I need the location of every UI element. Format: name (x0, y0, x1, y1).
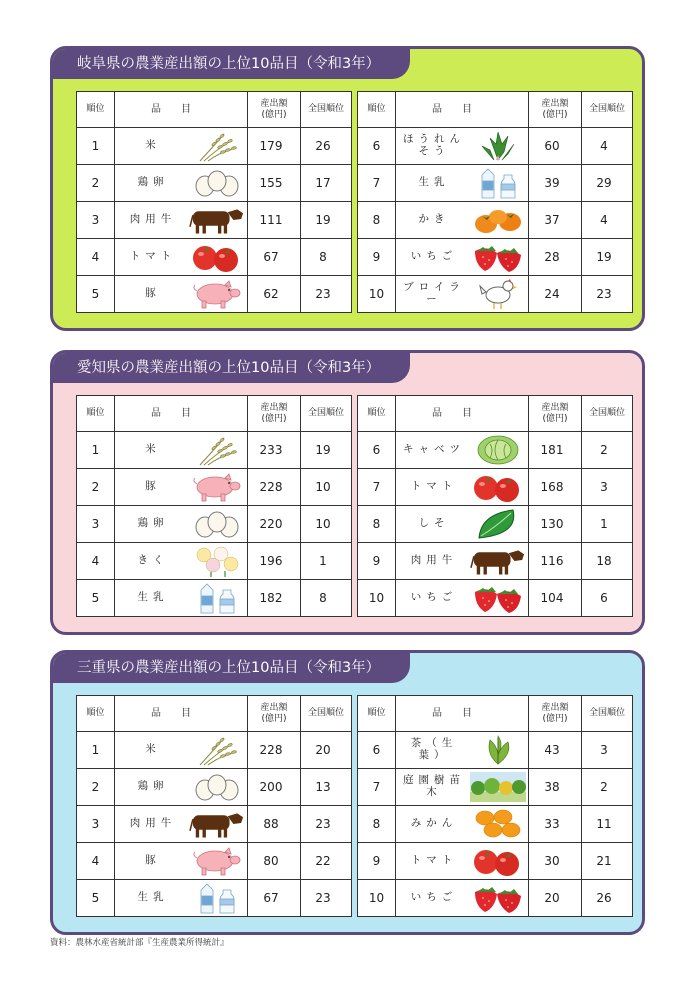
value-cell: 228 (248, 469, 301, 506)
value-cell: 233 (248, 432, 301, 469)
header-national-rank: 全国順位 (301, 396, 352, 432)
item-name: いちご (410, 591, 458, 604)
item-name: キャベツ (403, 443, 465, 456)
item-name: ほうれんそう (403, 133, 465, 157)
item-cell (115, 506, 248, 543)
value-cell: 130 (529, 506, 582, 543)
table-header-row (77, 696, 352, 732)
rank-cell: 2 (77, 165, 115, 202)
rank-cell: 8 (358, 202, 396, 239)
table-row (77, 543, 352, 580)
header-value-label: 産出額 (541, 99, 569, 110)
header-item: 品目 (115, 92, 248, 128)
value-cell: 116 (529, 543, 582, 580)
table-row (358, 165, 633, 202)
header-value (529, 396, 582, 432)
ranking-table-right (357, 395, 633, 617)
national-rank-cell: 4 (582, 128, 633, 165)
item-name: トマト (129, 250, 177, 263)
value-cell: 20 (529, 880, 582, 917)
header-national-rank: 全国順位 (582, 92, 633, 128)
value-cell: 182 (248, 580, 301, 617)
item-cell (396, 432, 529, 469)
header-rank: 順位 (77, 696, 115, 732)
tomato-icon (189, 241, 245, 273)
header-value-label: 産出額 (260, 99, 288, 110)
item-name: みかん (410, 817, 458, 830)
table-header-row (77, 396, 352, 432)
table-row (77, 128, 352, 165)
national-rank-cell: 18 (582, 543, 633, 580)
persimmon-icon (470, 204, 526, 236)
item-name: 庭園樹苗木 (403, 774, 465, 798)
national-rank-cell: 19 (582, 239, 633, 276)
national-rank-cell: 21 (582, 843, 633, 880)
rank-cell: 10 (358, 580, 396, 617)
header-value-unit: (億円) (261, 109, 287, 120)
national-rank-cell: 17 (301, 165, 352, 202)
item-cell (115, 165, 248, 202)
table-row (77, 732, 352, 769)
rank-cell: 1 (77, 128, 115, 165)
national-rank-cell: 26 (301, 128, 352, 165)
table-row (358, 276, 633, 313)
chicken-icon (470, 278, 526, 310)
table-row (358, 202, 633, 239)
item-cell (396, 843, 529, 880)
tomato-icon (470, 471, 526, 503)
rank-cell: 4 (77, 239, 115, 276)
panel-title: 岐阜県の農業産出額の上位10品目（令和3年） (53, 49, 410, 79)
value-cell: 39 (529, 165, 582, 202)
strawberry-icon (470, 882, 526, 914)
item-name: 米 (145, 743, 161, 756)
item-cell (115, 843, 248, 880)
rank-cell: 2 (77, 769, 115, 806)
national-rank-cell: 11 (582, 806, 633, 843)
rank-cell: 6 (358, 732, 396, 769)
item-name: 鶏卵 (137, 780, 169, 793)
item-name: 茶（生葉） (410, 737, 458, 761)
item-name: 豚 (145, 480, 161, 493)
national-rank-cell: 23 (301, 806, 352, 843)
item-cell (396, 202, 529, 239)
national-rank-cell: 10 (301, 506, 352, 543)
header-rank: 順位 (77, 92, 115, 128)
rank-cell: 9 (358, 239, 396, 276)
table-row (77, 843, 352, 880)
table-row (77, 239, 352, 276)
rank-cell: 2 (77, 469, 115, 506)
national-rank-cell: 3 (582, 732, 633, 769)
table-row (358, 732, 633, 769)
value-cell: 67 (248, 239, 301, 276)
header-value (248, 696, 301, 732)
chrysanthemum-icon (189, 545, 245, 577)
shiso-icon (470, 508, 526, 540)
national-rank-cell: 1 (301, 543, 352, 580)
rank-cell: 8 (358, 506, 396, 543)
item-cell (115, 880, 248, 917)
header-item: 品目 (115, 396, 248, 432)
item-name: 米 (145, 443, 161, 456)
national-rank-cell: 8 (301, 580, 352, 617)
item-name: いちご (410, 891, 458, 904)
eggs-icon (189, 771, 245, 803)
national-rank-cell: 4 (582, 202, 633, 239)
item-cell (396, 469, 529, 506)
header-item: 品目 (396, 92, 529, 128)
ranking-table-left (76, 395, 352, 617)
value-cell: 62 (248, 276, 301, 313)
header-value-label: 産出額 (541, 403, 569, 414)
header-value (248, 92, 301, 128)
table-row (358, 128, 633, 165)
header-rank: 順位 (358, 396, 396, 432)
item-cell (396, 239, 529, 276)
pig-icon (189, 471, 245, 503)
item-cell (115, 276, 248, 313)
pig-icon (189, 845, 245, 877)
panel-title: 愛知県の農業産出額の上位10品目（令和3年） (53, 353, 410, 383)
item-name: トマト (410, 480, 458, 493)
rank-cell: 1 (77, 432, 115, 469)
value-cell: 30 (529, 843, 582, 880)
rank-cell: 5 (77, 580, 115, 617)
national-rank-cell: 8 (301, 239, 352, 276)
header-value-unit: (億円) (542, 413, 568, 424)
item-cell (396, 276, 529, 313)
item-name: 肉用牛 (129, 817, 177, 830)
value-cell: 155 (248, 165, 301, 202)
table-header-row (358, 396, 633, 432)
item-cell (396, 165, 529, 202)
rank-cell: 5 (77, 276, 115, 313)
cow-icon (189, 204, 245, 236)
value-cell: 181 (529, 432, 582, 469)
item-name: 鶏卵 (137, 517, 169, 530)
header-rank: 順位 (358, 92, 396, 128)
item-cell (115, 239, 248, 276)
header-value-label: 産出額 (260, 403, 288, 414)
ranking-table-left (76, 695, 352, 917)
milk-icon (470, 167, 526, 199)
ranking-table-right (357, 91, 633, 313)
national-rank-cell: 26 (582, 880, 633, 917)
item-name: 肉用牛 (410, 554, 458, 567)
item-name: トマト (410, 854, 458, 867)
tables-row (76, 395, 633, 617)
value-cell: 179 (248, 128, 301, 165)
item-cell (396, 769, 529, 806)
rank-cell: 9 (358, 843, 396, 880)
value-cell: 33 (529, 806, 582, 843)
national-rank-cell: 19 (301, 202, 352, 239)
cow-icon (470, 545, 526, 577)
item-name: 生乳 (137, 891, 169, 904)
strawberry-icon (470, 241, 526, 273)
rank-cell: 1 (77, 732, 115, 769)
milk-icon (189, 882, 245, 914)
table-row (358, 843, 633, 880)
table-header-row (358, 696, 633, 732)
item-cell (396, 543, 529, 580)
item-cell (115, 769, 248, 806)
item-cell (396, 806, 529, 843)
item-cell (115, 469, 248, 506)
tea-icon (470, 734, 526, 766)
rank-cell: 4 (77, 843, 115, 880)
table-row (358, 239, 633, 276)
item-name: きく (137, 554, 169, 567)
header-value-unit: (億円) (542, 713, 568, 724)
national-rank-cell: 6 (582, 580, 633, 617)
ranking-table-right (357, 695, 633, 917)
ranking-table-left (76, 91, 352, 313)
tables-row (76, 91, 633, 313)
item-cell (115, 128, 248, 165)
rank-cell: 3 (77, 506, 115, 543)
item-name: 鶏卵 (137, 176, 169, 189)
header-value-label: 産出額 (541, 703, 569, 714)
value-cell: 200 (248, 769, 301, 806)
item-cell (115, 732, 248, 769)
eggs-icon (189, 508, 245, 540)
item-name: 米 (145, 139, 161, 152)
national-rank-cell: 29 (582, 165, 633, 202)
value-cell: 80 (248, 843, 301, 880)
milk-icon (189, 582, 245, 614)
table-row (358, 769, 633, 806)
table-row (77, 202, 352, 239)
item-name: 生乳 (418, 176, 450, 189)
item-name: 生乳 (137, 591, 169, 604)
table-row (77, 432, 352, 469)
tomato-icon (470, 845, 526, 877)
item-cell (115, 202, 248, 239)
prefecture-panel (50, 650, 645, 935)
prefecture-panel (50, 350, 645, 635)
item-name: 豚 (145, 287, 161, 300)
rank-cell: 5 (77, 880, 115, 917)
header-item: 品目 (115, 696, 248, 732)
rank-cell: 3 (77, 202, 115, 239)
panel-title: 三重県の農業産出額の上位10品目（令和3年） (53, 653, 410, 683)
table-row (77, 165, 352, 202)
value-cell: 38 (529, 769, 582, 806)
national-rank-cell: 19 (301, 432, 352, 469)
value-cell: 168 (529, 469, 582, 506)
garden-trees-icon (470, 771, 526, 803)
value-cell: 196 (248, 543, 301, 580)
item-cell (396, 580, 529, 617)
value-cell: 24 (529, 276, 582, 313)
rank-cell: 10 (358, 276, 396, 313)
header-value-unit: (億円) (261, 413, 287, 424)
header-rank: 順位 (358, 696, 396, 732)
value-cell: 43 (529, 732, 582, 769)
mandarin-icon (470, 808, 526, 840)
item-cell (115, 580, 248, 617)
header-national-rank: 全国順位 (582, 696, 633, 732)
table-row (77, 880, 352, 917)
header-national-rank: 全国順位 (301, 696, 352, 732)
cow-icon (189, 808, 245, 840)
item-cell (115, 806, 248, 843)
cabbage-icon (470, 434, 526, 466)
header-value (529, 696, 582, 732)
national-rank-cell: 13 (301, 769, 352, 806)
value-cell: 88 (248, 806, 301, 843)
value-cell: 111 (248, 202, 301, 239)
rank-cell: 9 (358, 543, 396, 580)
rank-cell: 6 (358, 432, 396, 469)
value-cell: 28 (529, 239, 582, 276)
national-rank-cell: 23 (582, 276, 633, 313)
header-value (529, 92, 582, 128)
table-row (77, 276, 352, 313)
national-rank-cell: 1 (582, 506, 633, 543)
header-value (248, 396, 301, 432)
table-row (358, 806, 633, 843)
item-cell (396, 506, 529, 543)
item-name: しそ (418, 517, 450, 530)
item-name: かき (418, 213, 450, 226)
table-row (358, 880, 633, 917)
strawberry-icon (470, 582, 526, 614)
header-value-unit: (億円) (542, 109, 568, 120)
table-header-row (77, 92, 352, 128)
tables-row (76, 695, 633, 917)
item-name: 肉用牛 (129, 213, 177, 226)
header-national-rank: 全国順位 (301, 92, 352, 128)
national-rank-cell: 10 (301, 469, 352, 506)
national-rank-cell: 2 (582, 769, 633, 806)
national-rank-cell: 23 (301, 276, 352, 313)
header-item: 品目 (396, 696, 529, 732)
rank-cell: 7 (358, 469, 396, 506)
header-value-unit: (億円) (261, 713, 287, 724)
table-header-row (358, 92, 633, 128)
value-cell: 37 (529, 202, 582, 239)
table-row (77, 580, 352, 617)
national-rank-cell: 20 (301, 732, 352, 769)
national-rank-cell: 23 (301, 880, 352, 917)
rice-icon (189, 434, 245, 466)
item-cell (396, 128, 529, 165)
value-cell: 67 (248, 880, 301, 917)
value-cell: 228 (248, 732, 301, 769)
table-row (358, 543, 633, 580)
table-row (358, 580, 633, 617)
header-item: 品目 (396, 396, 529, 432)
table-row (358, 432, 633, 469)
rank-cell: 7 (358, 769, 396, 806)
item-name: いちご (410, 250, 458, 263)
spinach-icon (470, 130, 526, 162)
national-rank-cell: 3 (582, 469, 633, 506)
item-cell (396, 732, 529, 769)
national-rank-cell: 22 (301, 843, 352, 880)
header-rank: 順位 (77, 396, 115, 432)
item-cell (115, 432, 248, 469)
table-row (358, 469, 633, 506)
rank-cell: 4 (77, 543, 115, 580)
national-rank-cell: 2 (582, 432, 633, 469)
table-row (77, 806, 352, 843)
value-cell: 104 (529, 580, 582, 617)
header-national-rank: 全国順位 (582, 396, 633, 432)
table-row (77, 469, 352, 506)
rank-cell: 8 (358, 806, 396, 843)
item-name: ブロイラー (403, 281, 465, 305)
item-cell (396, 880, 529, 917)
source-note: 資料：農林水産省統計部『生産農業所得統計』 (50, 938, 229, 948)
eggs-icon (189, 167, 245, 199)
rice-icon (189, 130, 245, 162)
rank-cell: 6 (358, 128, 396, 165)
item-cell (115, 543, 248, 580)
table-row (77, 506, 352, 543)
pig-icon (189, 278, 245, 310)
table-row (77, 769, 352, 806)
rice-icon (189, 734, 245, 766)
header-value-label: 産出額 (260, 703, 288, 714)
rank-cell: 7 (358, 165, 396, 202)
value-cell: 220 (248, 506, 301, 543)
value-cell: 60 (529, 128, 582, 165)
item-name: 豚 (145, 854, 161, 867)
rank-cell: 10 (358, 880, 396, 917)
prefecture-panel (50, 46, 645, 331)
table-row (358, 506, 633, 543)
rank-cell: 3 (77, 806, 115, 843)
